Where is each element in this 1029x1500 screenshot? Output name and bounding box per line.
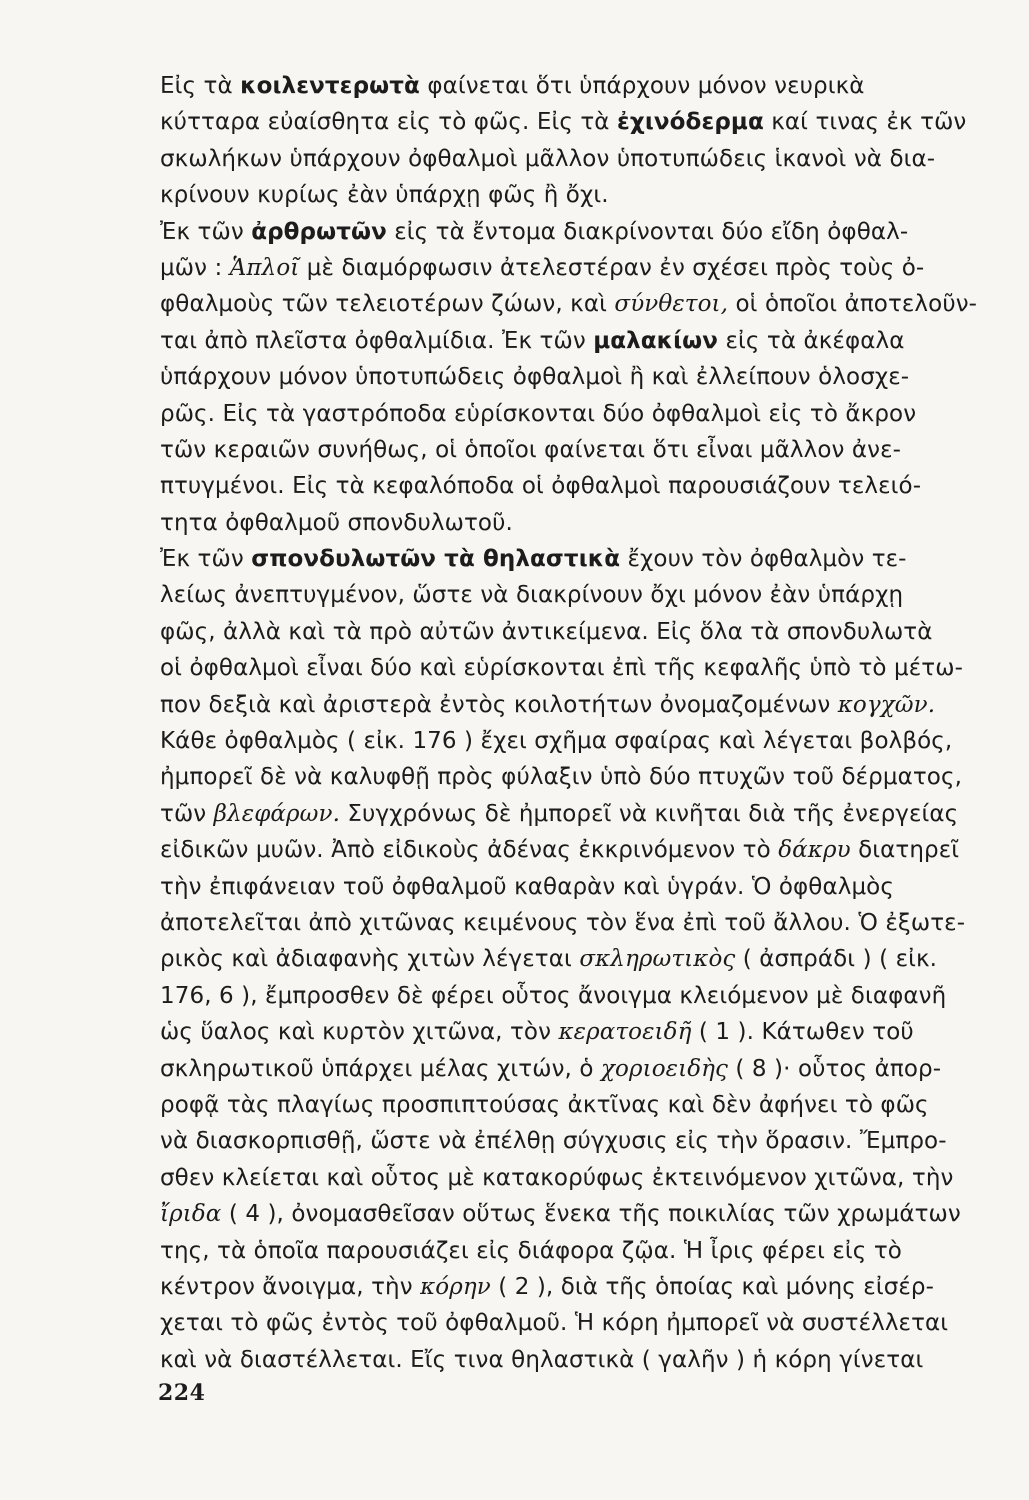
text-line xyxy=(160,796,1029,832)
text-segment: ται ἀπὸ πλεῖστα ὀφθαλμίδια. Ἐκ τῶν xyxy=(160,327,594,354)
text-segment: ( 8 )· οὗτος ἀπορ- xyxy=(728,1055,942,1082)
text-segment: σκωλήκων ὑπάρχουν ὀφθαλμοὶ μᾶλλον ὑποτυπώδεις ἱκανοὶ νὰ δια- xyxy=(160,145,936,172)
text-line xyxy=(160,650,1029,686)
text-segment: ρικὸς καὶ ἀδιαφανὴς χιτὼν λέγεται xyxy=(160,946,580,973)
text-line xyxy=(160,1160,1029,1196)
bold-term: ἐχινόδερμα xyxy=(616,109,764,136)
text-segment: διατηρεῖ xyxy=(850,837,960,864)
text-line xyxy=(160,614,1029,650)
text-line xyxy=(160,1305,1029,1341)
text-segment: εἰς τὰ ἀκέφαλα xyxy=(718,327,905,354)
text-line xyxy=(160,286,1029,322)
italic-term: σύνθετοι, xyxy=(614,291,729,318)
text-line xyxy=(160,1233,1029,1269)
text-segment: ( ἀσπράδι ) ( εἰκ. xyxy=(735,946,938,973)
text-line xyxy=(160,359,1029,395)
text-segment: ὑπάρχουν μόνον ὑποτυπώδεις ὀφθαλμοὶ ἢ καὶ ἐλλείπουν ὁλοσχε- xyxy=(160,364,910,391)
text-line xyxy=(160,941,1029,977)
italic-term: κογχῶν. xyxy=(837,691,936,718)
italic-term: κερατοειδῆ xyxy=(558,1019,692,1046)
text-segment: καὶ νὰ διαστέλλεται. Εἴς τινα θηλαστικὰ ( γαλῆν ) ἡ κόρη γίνεται xyxy=(160,1346,924,1373)
bold-term: μαλακίων xyxy=(593,327,719,354)
text-segment: χεται τὸ φῶς ἐντὸς τοῦ ὀφθαλμοῦ. Ἡ κόρη ἠμπορεῖ νὰ συστέλλεται xyxy=(160,1310,949,1337)
text-segment: ροφᾷ τὰς πλαγίως προσπιπτούσας ἀκτῖνας καὶ δὲν ἀφήνει τὸ φῶς xyxy=(160,1091,929,1118)
italic-term: χοριοειδὴς xyxy=(600,1055,729,1082)
text-line xyxy=(160,104,1029,140)
text-segment: πον δεξιὰ καὶ ἀριστερὰ ἐντὸς κοιλοτήτων ὀνομαζομένων xyxy=(160,691,838,718)
text-line xyxy=(160,323,1029,359)
text-segment: ὡς ὕαλος καὶ κυρτὸν χιτῶνα, τὸν xyxy=(160,1019,559,1046)
text-line xyxy=(160,869,1029,905)
text-segment: Κάθε ὀφθαλμὸς ( εἰκ. 176 ) ἔχει σχῆμα σφαίρας καὶ λέγεται βολβός, xyxy=(160,728,953,755)
text-segment: πτυγμένοι. Εἰς τὰ κεφαλόποδα οἱ ὀφθαλμοὶ παρουσιάζουν τελειό- xyxy=(160,473,922,500)
italic-term: βλεφάρων. xyxy=(213,800,340,827)
text-segment: της, τὰ ὁποῖα παρουσιάζει εἰς διάφορα ζῷα. Ἡ ἶρις φέρει εἰς τὸ xyxy=(160,1237,902,1264)
text-segment: εἰδικῶν μυῶν. Ἀπὸ εἰδικοὺς ἀδένας ἐκκρινόμενον τὸ xyxy=(160,837,779,864)
text-line xyxy=(160,577,1029,613)
italic-term: κόρην xyxy=(420,1273,491,1300)
text-line xyxy=(160,759,1029,795)
text-line xyxy=(160,250,1029,286)
text-segment: λείως ἀνεπτυγμένον, ὥστε νὰ διακρίνουν ὄχι μόνον ἐὰν ὑπάρχῃ xyxy=(160,582,904,609)
text-segment: ἔχουν τὸν ὀφθαλμὸν τε- xyxy=(620,546,907,573)
bold-term: ἀρθρωτῶν xyxy=(251,218,387,245)
text-segment: ρῶς. Εἰς τὰ γαστρόποδα εὑρίσκονται δύο ὀφθαλμοὶ εἰς τὸ ἄκρον xyxy=(160,400,917,427)
text-line xyxy=(160,505,1029,541)
text-segment: ἠμπορεῖ δὲ νὰ καλυφθῇ πρὸς φύλαξιν ὑπὸ δύο πτυχῶν τοῦ δέρματος, xyxy=(160,764,962,791)
text-line xyxy=(160,432,1029,468)
text-segment: ( 2 ), διὰ τῆς ὁποίας καὶ μόνης εἰσέρ- xyxy=(490,1273,935,1300)
text-segment: κρίνουν κυρίως ἐὰν ὑπάρχῃ φῶς ἢ ὄχι. xyxy=(160,182,609,209)
text-line xyxy=(160,68,1029,104)
text-segment: Εἰς τὰ xyxy=(160,73,241,99)
italic-term: Ἁπλοῖ xyxy=(229,254,300,281)
text-segment: τὴν ἐπιφάνειαν τοῦ ὀφθαλμοῦ καθαρὰν καὶ ὑγράν. Ὁ ὀφθαλμὸς xyxy=(160,873,894,900)
text-line xyxy=(160,141,1029,177)
text-segment: τητα ὀφθαλμοῦ σπονδυλωτοῦ. xyxy=(160,509,513,536)
text-segment: κύτταρα εὐαίσθητα εἰς τὸ φῶς. Εἰς τὰ xyxy=(160,109,617,136)
text-body xyxy=(160,68,1029,1378)
text-segment: καί τινας ἐκ τῶν xyxy=(763,109,967,136)
text-segment: κέντρον ἄνοιγμα, τὴν xyxy=(160,1273,421,1300)
text-segment: τῶν xyxy=(160,800,214,827)
text-segment: Ἐκ τῶν xyxy=(160,546,252,573)
text-segment: ( 1 ). Κάτωθεν τοῦ xyxy=(691,1019,914,1046)
text-line xyxy=(160,468,1029,504)
text-line xyxy=(160,177,1029,213)
text-segment: μῶν : xyxy=(160,254,230,281)
italic-term: σκληρωτικὸς xyxy=(579,946,736,973)
text-segment: εἰς τὰ ἔντομα διακρίνονται δύο εἴδη ὀφθαλ- xyxy=(386,218,909,245)
text-segment: φῶς, ἀλλὰ καὶ τὰ πρὸ αὐτῶν ἀντικείμενα. Εἰς ὅλα τὰ σπονδυλωτὰ xyxy=(160,618,933,645)
bold-term: κοιλεντερωτὰ xyxy=(240,73,420,99)
text-segment: ( 4 ), ὀνομασθεῖσαν οὕτως ἕνεκα τῆς ποικιλίας τῶν χρωμάτων xyxy=(221,1201,961,1228)
bold-term: σπονδυλωτῶν τὰ θηλαστικὰ xyxy=(251,546,621,573)
text-segment: σκληρωτικοῦ ὑπάρχει μέλας χιτών, ὁ xyxy=(160,1055,601,1082)
text-line xyxy=(160,1342,1029,1378)
text-segment: νὰ διασκορπισθῇ, ὥστε νὰ ἐπέλθῃ σύγχυσις εἰς τὴν ὅρασιν. Ἔμπρο- xyxy=(160,1128,947,1155)
text-line xyxy=(160,687,1029,723)
text-line xyxy=(160,978,1029,1014)
text-segment: σθεν κλείεται καὶ οὗτος μὲ κατακορύφως ἐκτεινόμενον χιτῶνα, τὴν xyxy=(160,1164,954,1191)
text-line xyxy=(160,905,1029,941)
text-line xyxy=(160,396,1029,432)
text-line xyxy=(160,1269,1029,1305)
text-segment: φαίνεται ὅτι ὑπάρχουν μόνον νευρικὰ xyxy=(419,73,865,99)
text-line xyxy=(160,541,1029,577)
text-segment: τῶν κεραιῶν συνήθως, οἱ ὁποῖοι φαίνεται ὅτι εἶναι μᾶλλον ἀνε- xyxy=(160,436,901,463)
text-line xyxy=(160,1051,1029,1087)
text-line xyxy=(160,832,1029,868)
text-segment: φθαλμοὺς τῶν τελειοτέρων ζώων, καὶ xyxy=(160,291,615,318)
text-line xyxy=(160,1014,1029,1050)
italic-term: δάκρυ xyxy=(778,837,851,864)
text-line xyxy=(160,723,1029,759)
text-segment: μὲ διαμόρφωσιν ἀτελεστέραν ἐν σχέσει πρὸς τοὺς ὀ- xyxy=(299,254,925,281)
text-line xyxy=(160,1123,1029,1159)
page-number: 224 xyxy=(158,1380,206,1406)
text-segment: οἱ ὁποῖοι ἀποτελοῦν- xyxy=(728,291,978,318)
text-line xyxy=(160,1196,1029,1232)
text-segment: ἀποτελεῖται ἀπὸ χιτῶνας κειμένους τὸν ἕνα ἐπὶ τοῦ ἄλλου. Ὁ ἐξωτε- xyxy=(160,909,966,936)
text-segment: οἱ ὀφθαλμοὶ εἶναι δύο καὶ εὑρίσκονται ἐπὶ τῆς κεφαλῆς ὑπὸ τὸ μέτω- xyxy=(160,655,963,682)
text-segment: Ἐκ τῶν xyxy=(160,218,252,245)
italic-term: ἴριδα xyxy=(160,1201,222,1228)
text-segment: Συγχρόνως δὲ ἠμπορεῖ νὰ κινῆται διὰ τῆς ἐνεργείας xyxy=(340,800,959,827)
text-line xyxy=(160,1087,1029,1123)
text-segment: 176, 6 ), ἔμπροσθεν δὲ φέρει οὗτος ἄνοιγμα κλειόμενον μὲ διαφανῆ xyxy=(160,982,947,1009)
text-line xyxy=(160,214,1029,250)
